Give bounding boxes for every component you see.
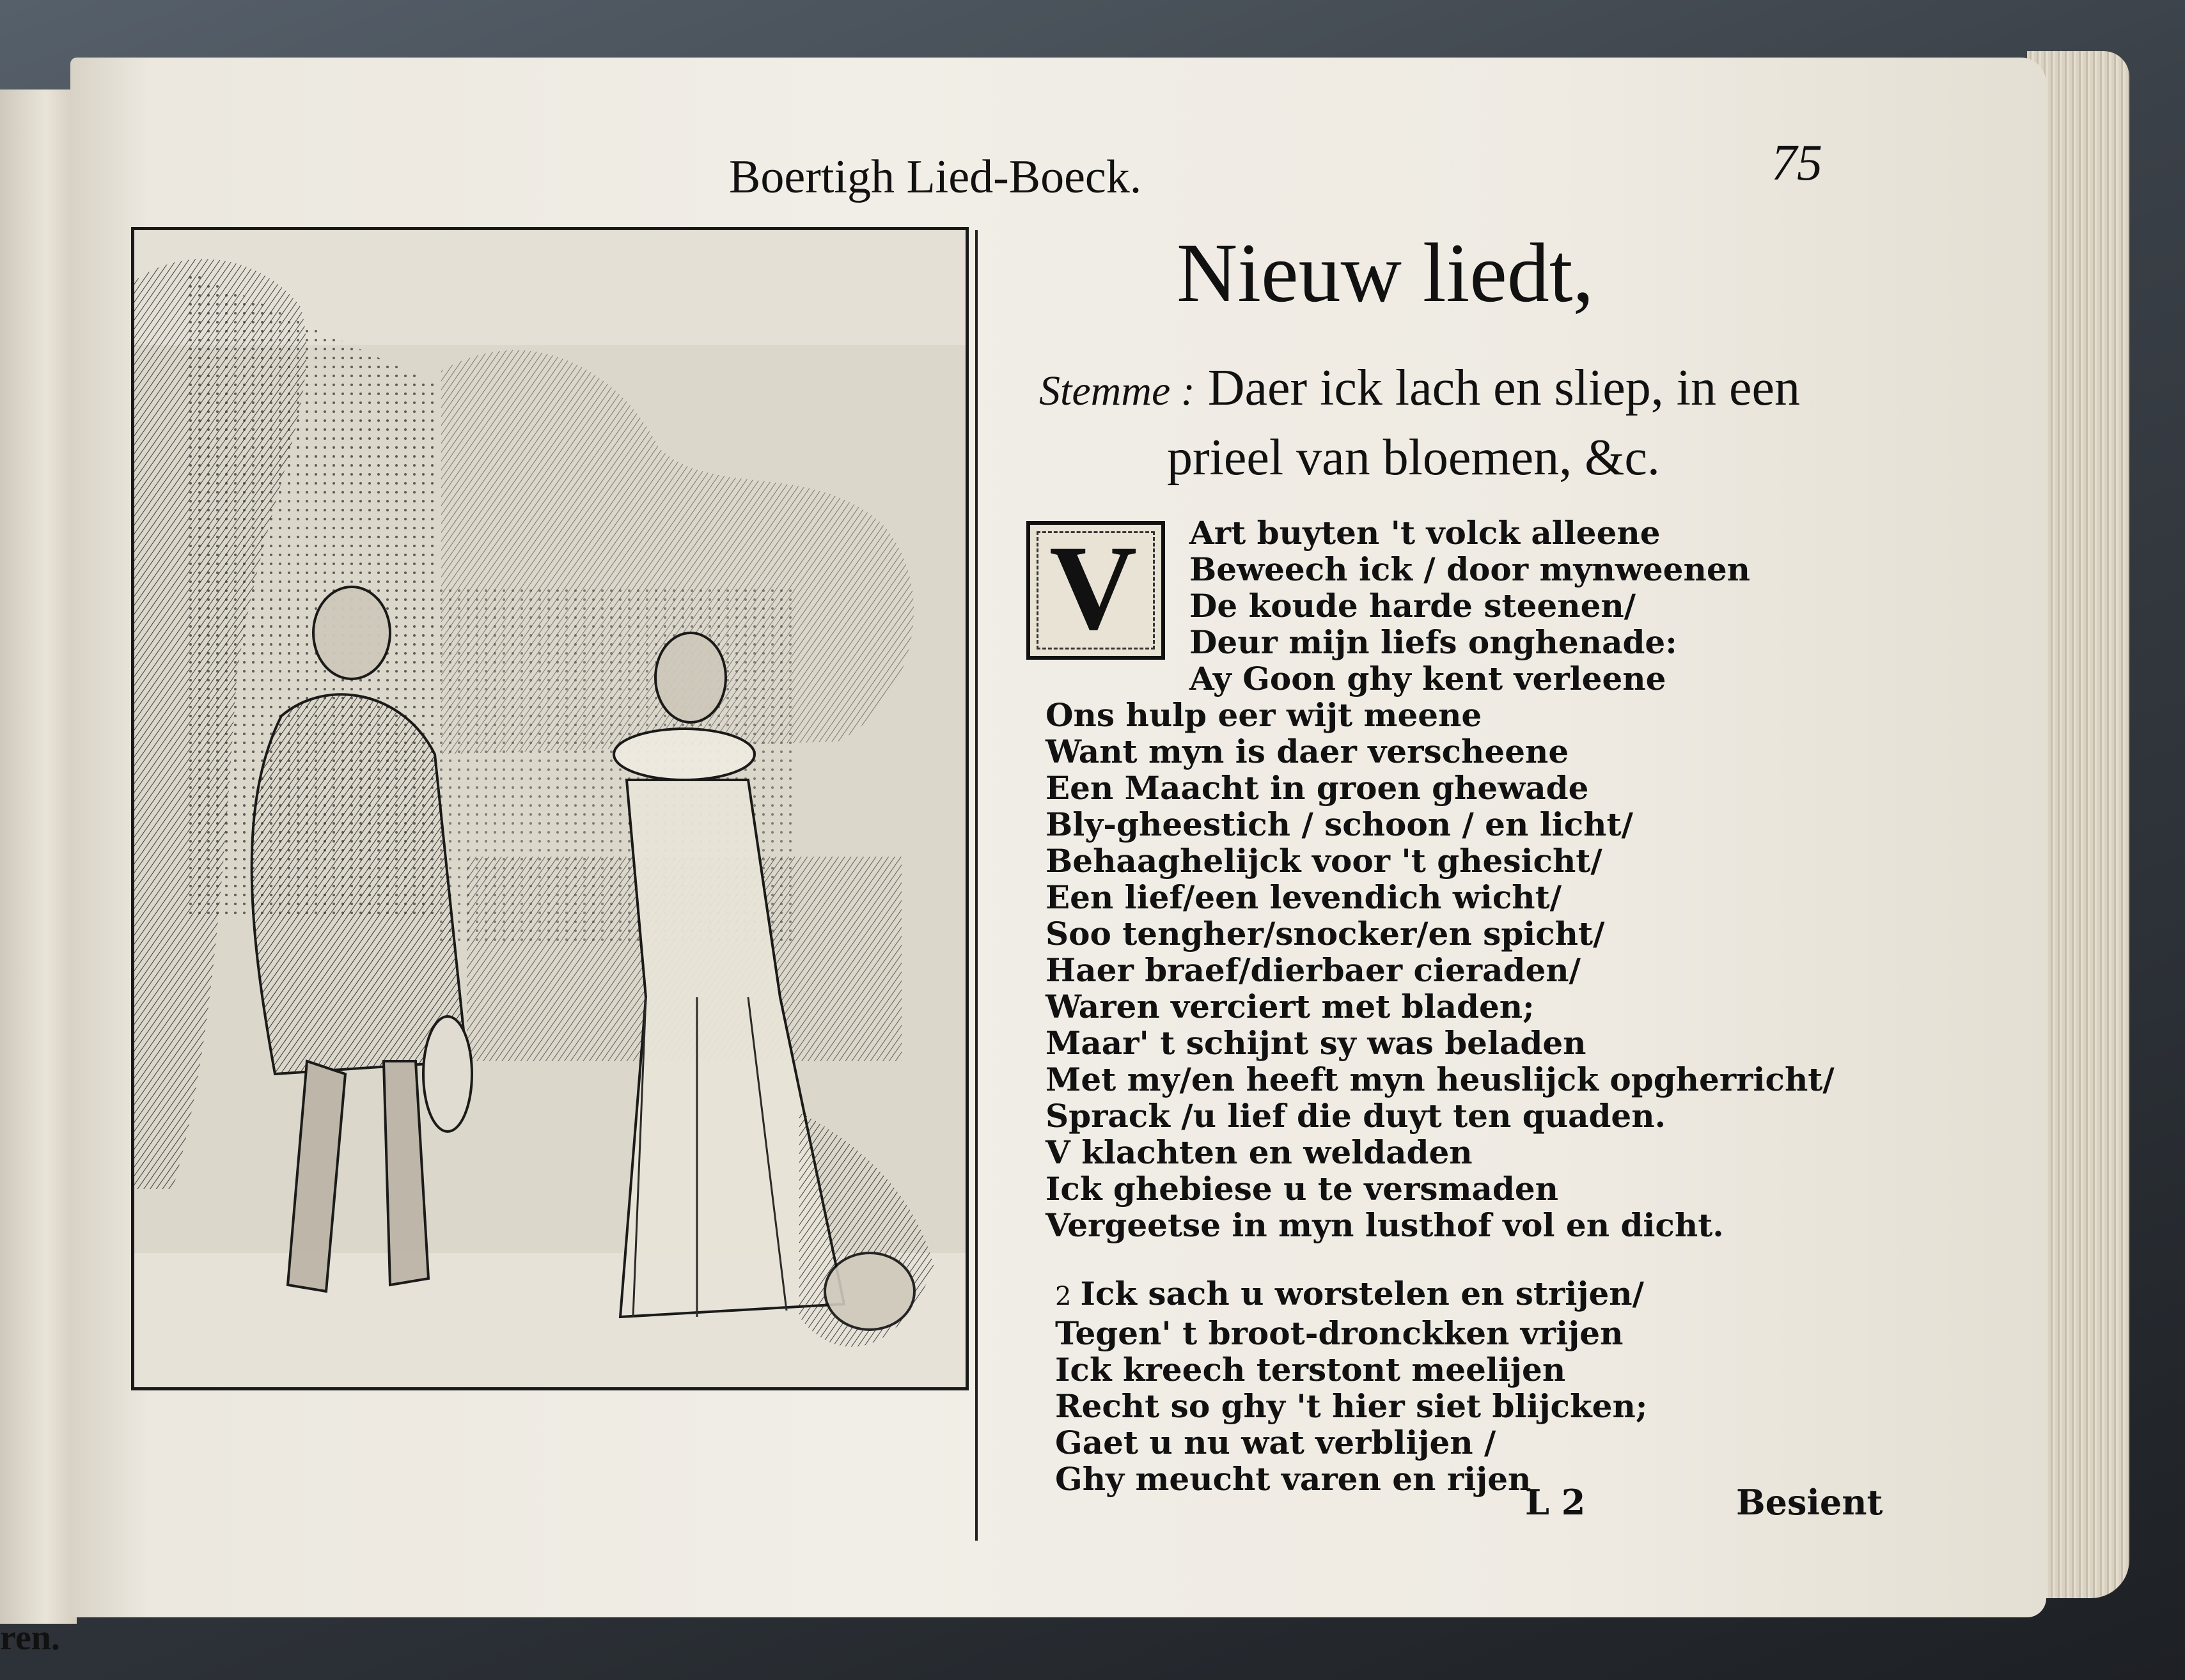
stanza-1-line: Waren verciert met bladen;: [1046, 988, 1535, 1025]
catchword: Besient: [1736, 1482, 1883, 1523]
stanza-1-line: De koude harde steenen/: [1189, 587, 1636, 625]
stanza-2-line: Ghy meucht varen en rijen: [1055, 1460, 1531, 1498]
stanza-1-line: Vergeetse in myn lusthof vol en dicht.: [1046, 1206, 1724, 1244]
tune-line-2: prieel van bloemen, &c.: [1167, 430, 1660, 486]
stanza-1-line: Maar' t schijnt sy was beladen: [1046, 1024, 1586, 1062]
engraving-illustration: [131, 227, 969, 1390]
tune-indication: [1039, 355, 1870, 491]
stanza-1-line: Art buyten 't volck alleene: [1189, 514, 1661, 552]
tune-label: Stemme :: [1039, 368, 1195, 414]
stanza-1-line: Haer braef/dierbaer cieraden/: [1046, 951, 1581, 989]
column-rule: [975, 230, 978, 1541]
stanza-2-line: Recht so ghy 't hier siet blijcken;: [1055, 1387, 1648, 1425]
stanza-1-line: Ay Goon ghy kent verleene: [1189, 660, 1666, 697]
stanza-1-line: Behaaghelijck voor 't ghesicht/: [1046, 842, 1602, 880]
stanza-1-line: Sprack /u lief die duyt ten quaden.: [1046, 1097, 1666, 1135]
stanza-2-line: Tegen' t broot-dronckken vrijen: [1055, 1314, 1624, 1352]
stanza-1-line: Een lief/een levendich wicht/: [1046, 878, 1562, 916]
left-page-fragment: ren.: [0, 1618, 60, 1658]
stanza-2-line: Ick kreech terstont meelijen: [1055, 1351, 1566, 1388]
stanza-1-line: Een Maacht in groen ghewade: [1046, 769, 1589, 807]
left-page-edge: [0, 89, 77, 1658]
engraving-scene: [134, 230, 966, 1387]
tune-line-1: Daer ick lach en sliep, in een: [1207, 360, 1800, 416]
running-title: Boertigh Lied-Boeck.: [729, 151, 1142, 203]
stanza-1-line: V klachten en weldaden: [1046, 1133, 1473, 1171]
signature-mark: L 2: [1525, 1482, 1586, 1523]
initial-letter: V: [1049, 521, 1138, 655]
stanza-2-line: 2 Ick sach u worstelen en strijen/: [1055, 1275, 1644, 1312]
stanza-1-line: Soo tengher/snocker/en spicht/: [1046, 915, 1605, 953]
stanza-1-line: Met my/en heeft myn heuslijck opgherricht/: [1046, 1061, 1835, 1098]
stanza-2-line: Gaet u nu wat verblijen /: [1055, 1424, 1496, 1461]
song-title: Nieuw liedt,: [1177, 226, 1594, 320]
stanza-1-line: Ick ghebiese u te versmaden: [1046, 1170, 1559, 1208]
stanza-1-line: Beweech ick / door mynweenen: [1189, 550, 1751, 588]
stanza-2: [1055, 1275, 1886, 1497]
stanza-1-line: Want myn is daer verscheene: [1046, 733, 1569, 770]
page-number: 75: [1771, 135, 1822, 191]
stanza-1-line: Ons hulp eer wijt meene: [1046, 696, 1482, 734]
stanza-1-line: Bly-gheestich / schoon / en licht/: [1046, 805, 1633, 843]
stanza-1-line: Deur mijn liefs onghenade:: [1189, 623, 1677, 661]
stanza-1: [1046, 515, 2005, 1243]
stanza-number: 2: [1055, 1282, 1072, 1311]
